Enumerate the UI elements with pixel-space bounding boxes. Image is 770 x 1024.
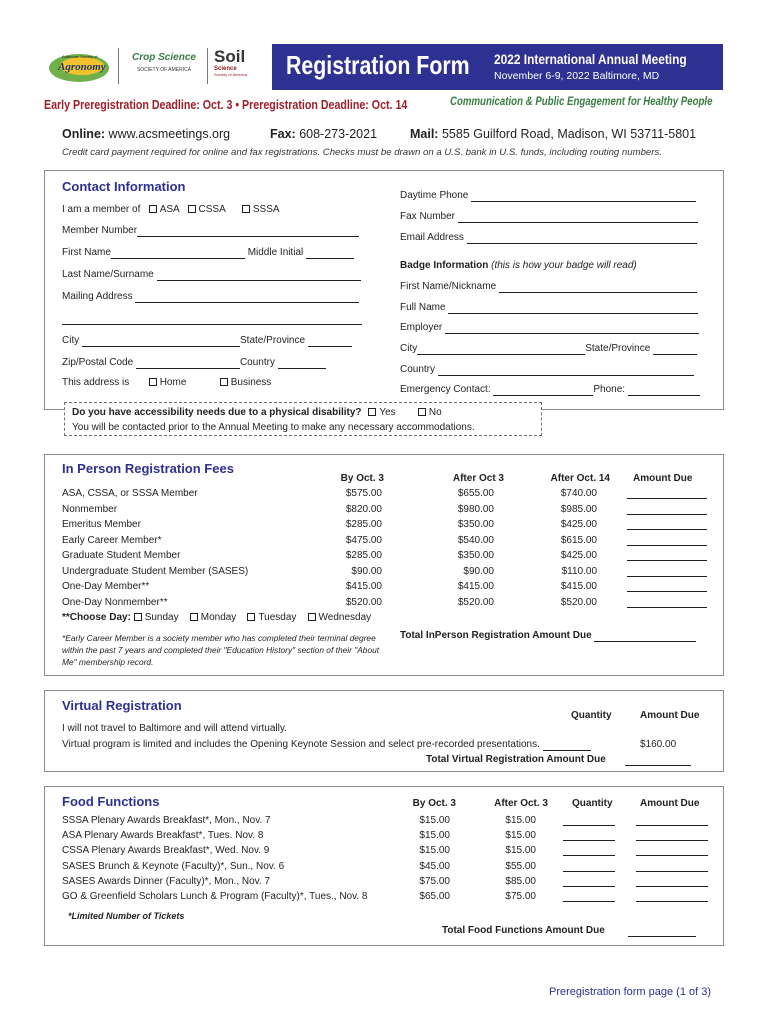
business-checkbox[interactable] bbox=[220, 378, 228, 386]
food-header-by-oct3: By Oct. 3 bbox=[412, 798, 456, 809]
food-after-oct3: $15.00 bbox=[505, 830, 536, 842]
tuesday-label: Tuesday bbox=[258, 612, 297, 623]
inperson-title: In Person Registration Fees bbox=[62, 461, 234, 476]
online-link[interactable]: www.acsmeetings.org bbox=[108, 127, 231, 141]
virtual-total-field[interactable] bbox=[625, 755, 691, 766]
fee-row-label: Early Career Member* bbox=[62, 534, 162, 546]
inperson-header-amount: Amount Due bbox=[633, 473, 693, 484]
fax-info bbox=[270, 127, 377, 141]
virtual-quantity-header: Quantity bbox=[571, 710, 612, 721]
virtual-line2-row bbox=[62, 739, 591, 751]
fee-row-label: One-Day Nonmember** bbox=[62, 596, 168, 608]
email-row bbox=[400, 232, 697, 244]
food-by-oct3: $15.00 bbox=[419, 815, 450, 826]
fee-after-oct14: $520.00 bbox=[560, 596, 597, 608]
online-label: Online: bbox=[62, 127, 106, 141]
food-quantity-field[interactable] bbox=[563, 830, 615, 841]
zip-field[interactable] bbox=[136, 358, 240, 369]
member-number-label: Member Number bbox=[62, 225, 138, 236]
fee-after-oct14: $415.00 bbox=[560, 581, 597, 592]
food-row-label: CSSA Plenary Awards Breakfast*, Wed. Nov. 9 bbox=[62, 845, 270, 857]
agronomy-logo bbox=[44, 48, 114, 88]
food-total-label: Total Food Functions Amount Due bbox=[442, 925, 605, 936]
choose-day-row bbox=[62, 612, 371, 623]
food-amount-due-field[interactable] bbox=[636, 815, 708, 826]
city-label: City bbox=[62, 335, 80, 346]
food-quantity-field[interactable] bbox=[563, 891, 615, 902]
sssa-checkbox[interactable] bbox=[242, 205, 250, 213]
food-after-oct3: $15.00 bbox=[505, 815, 536, 826]
food-quantity-field[interactable] bbox=[563, 876, 615, 887]
badge-city-field[interactable] bbox=[417, 344, 585, 355]
inperson-total-field[interactable] bbox=[594, 631, 696, 642]
contact-title: Contact Information bbox=[62, 179, 186, 194]
badge-city-label: City bbox=[400, 343, 418, 354]
fee-after-oct3: $90.00 bbox=[463, 565, 494, 577]
fee-after-oct14: $425.00 bbox=[560, 550, 597, 561]
fee-row-label: Nonmember bbox=[62, 503, 118, 515]
accessibility-question-text: Do you have accessibility needs due to a physical disability? bbox=[72, 407, 362, 418]
food-after-oct3: $55.00 bbox=[505, 860, 536, 872]
page-footer: Preregistration form page (1 of 3) bbox=[549, 986, 712, 998]
food-total-field[interactable] bbox=[628, 926, 696, 937]
fax-number-label: Fax Number bbox=[400, 211, 456, 222]
badge-info-header bbox=[400, 260, 637, 271]
fee-amount-due-field[interactable] bbox=[627, 488, 707, 499]
badge-country-row bbox=[400, 364, 694, 376]
food-amount-due-field[interactable] bbox=[636, 861, 708, 872]
choose-day-label: **Choose Day: bbox=[62, 612, 131, 623]
theme-text: Communication & Public Engagement for Healthy People bbox=[450, 96, 713, 108]
crop-science-logo-sub: SOCIETY OF AMERICA bbox=[136, 67, 192, 73]
food-amount-due-field[interactable] bbox=[636, 876, 708, 887]
food-after-oct3: $85.00 bbox=[505, 875, 536, 887]
wednesday-label: Wednesday bbox=[318, 612, 372, 623]
food-after-oct3: $15.00 bbox=[505, 845, 536, 857]
emergency-phone-label: Phone: bbox=[593, 384, 626, 395]
accessibility-no-checkbox[interactable] bbox=[418, 408, 426, 416]
food-header-amount: Amount Due bbox=[640, 798, 700, 809]
crop-science-logo-text: Crop Science bbox=[132, 52, 196, 63]
asa-label: ASA bbox=[159, 204, 180, 215]
first-name-label: First Name bbox=[62, 247, 111, 258]
daytime-phone-label: Daytime Phone bbox=[400, 190, 469, 201]
badge-country-label: Country bbox=[400, 364, 436, 375]
food-amount-due-field[interactable] bbox=[636, 845, 708, 856]
food-by-oct3: $75.00 bbox=[419, 875, 450, 887]
asa-checkbox[interactable] bbox=[149, 205, 157, 213]
badge-first-row bbox=[400, 281, 697, 293]
full-name-row bbox=[400, 302, 698, 314]
fee-amount-due-field[interactable] bbox=[627, 504, 707, 515]
emergency-row bbox=[400, 384, 700, 396]
fee-after-oct3: $350.00 bbox=[457, 519, 494, 530]
agronomy-logo-small: American Society of bbox=[62, 54, 98, 59]
member-number-field[interactable] bbox=[137, 226, 359, 237]
fee-amount-due-field[interactable] bbox=[627, 519, 707, 530]
fee-row-label: Graduate Student Member bbox=[62, 550, 181, 561]
home-label: Home bbox=[159, 377, 187, 388]
mail-info bbox=[410, 127, 696, 141]
virtual-amount-header: Amount Due bbox=[640, 710, 700, 721]
inperson-total-label: Total InPerson Registration Amount Due bbox=[400, 630, 592, 641]
deadline-text: Early Preregistration Deadline: Oct. 3 • Preregistration Deadline: Oct. 14 bbox=[44, 97, 408, 112]
tuesday-checkbox[interactable] bbox=[247, 613, 255, 621]
sssa-label: SSSA bbox=[252, 204, 280, 215]
badge-info-note: (this is how your badge will read) bbox=[491, 260, 637, 271]
fee-row-label: Emeritus Member bbox=[62, 519, 141, 530]
member-of-row bbox=[62, 204, 280, 215]
fee-after-oct3: $655.00 bbox=[457, 488, 494, 499]
inperson-header-after-oct14: After Oct. 14 bbox=[550, 473, 610, 484]
accessibility-no-label: No bbox=[428, 407, 442, 418]
fee-row-label: Undergraduate Student Member (SASES) bbox=[62, 565, 249, 577]
emergency-field[interactable] bbox=[493, 385, 593, 396]
daytime-phone-field[interactable] bbox=[471, 191, 696, 202]
fee-amount-due-field[interactable] bbox=[627, 535, 707, 546]
fax-number-row bbox=[400, 211, 698, 223]
city-field[interactable] bbox=[82, 336, 240, 347]
member-number-row bbox=[62, 225, 359, 237]
fee-by-oct3: $475.00 bbox=[345, 534, 382, 546]
monday-label: Monday bbox=[200, 612, 237, 623]
soil-logo-text: Soil bbox=[214, 47, 246, 66]
badge-country-field[interactable] bbox=[438, 365, 694, 376]
inperson-header-by-oct3: By Oct. 3 bbox=[340, 473, 384, 484]
name-row bbox=[62, 247, 354, 259]
accessibility-note: You will be contacted prior to the Annual Meeting to make any necessary accommodations. bbox=[72, 422, 475, 433]
badge-city-row bbox=[400, 343, 697, 355]
email-label: Email Address bbox=[400, 232, 464, 243]
food-title: Food Functions bbox=[62, 794, 160, 809]
soil-logo-text-2: Science bbox=[214, 66, 237, 72]
title-banner bbox=[272, 44, 723, 90]
middle-initial-label: Middle Initial bbox=[247, 247, 304, 258]
fee-after-oct14: $985.00 bbox=[560, 503, 597, 515]
fee-by-oct3: $575.00 bbox=[345, 488, 382, 499]
fee-after-oct3: $415.00 bbox=[457, 581, 494, 592]
early-career-note: *Early Career Member is a society member who has completed their terminal degree within the past 7 years and completed their "Education History" section of their "About Me" membership record. bbox=[62, 633, 380, 667]
fee-after-oct14: $740.00 bbox=[560, 488, 597, 499]
virtual-total-label: Total Virtual Registration Amount Due bbox=[426, 754, 606, 765]
food-after-oct3: $75.00 bbox=[505, 891, 536, 902]
state-label: State/Province bbox=[240, 335, 306, 346]
crop-science-logo bbox=[124, 52, 204, 82]
virtual-title: Virtual Registration bbox=[62, 698, 182, 713]
fee-after-oct14: $110.00 bbox=[561, 565, 597, 577]
fee-after-oct3: $980.00 bbox=[457, 503, 494, 515]
payment-note: Credit card payment required for online and fax registrations. Checks must be drawn on a U.S. bank in U.S. funds, including routing numbers. bbox=[62, 147, 662, 158]
meeting-name: 2022 International Annual Meeting bbox=[494, 51, 687, 67]
food-row-label: ASA Plenary Awards Breakfast*, Tues. Nov. 8 bbox=[62, 830, 264, 842]
fee-after-oct3: $350.00 bbox=[457, 550, 494, 561]
city-row bbox=[62, 335, 352, 347]
fee-amount-due-field[interactable] bbox=[627, 581, 707, 592]
agronomy-logo-text: Agronomy bbox=[58, 61, 106, 73]
fee-by-oct3: $820.00 bbox=[345, 503, 382, 515]
cssa-label: CSSA bbox=[198, 204, 226, 215]
virtual-total-row bbox=[426, 754, 691, 766]
inperson-header-after-oct3: After Oct 3 bbox=[452, 473, 504, 484]
fee-amount-due-field[interactable] bbox=[627, 566, 707, 577]
fee-after-oct3: $540.00 bbox=[457, 534, 494, 546]
accessibility-question bbox=[72, 407, 442, 418]
address-type-row bbox=[62, 377, 271, 388]
emergency-phone-field[interactable] bbox=[628, 385, 700, 396]
fee-after-oct14: $425.00 bbox=[560, 519, 597, 530]
member-of-label: I am a member of bbox=[62, 204, 141, 215]
food-row-label: SASES Brunch & Keynote (Faculty)*, Sun., Nov. 6 bbox=[62, 860, 285, 872]
food-row-label: SASES Awards Dinner (Faculty)*, Mon., Nov. 7 bbox=[62, 875, 271, 887]
virtual-line1: I will not travel to Baltimore and will attend virtually. bbox=[62, 723, 287, 734]
food-total-row bbox=[442, 925, 696, 937]
last-name-label: Last Name/Surname bbox=[62, 269, 154, 280]
food-by-oct3: $15.00 bbox=[419, 845, 450, 857]
full-name-label: Full Name bbox=[400, 302, 446, 313]
mailing-address-row bbox=[62, 291, 359, 303]
online-info bbox=[62, 127, 230, 141]
fee-by-oct3: $90.00 bbox=[351, 565, 382, 577]
badge-state-label: State/Province bbox=[585, 343, 651, 354]
fax-label: Fax: bbox=[270, 127, 296, 141]
food-by-oct3: $65.00 bbox=[419, 891, 450, 902]
badge-first-label: First Name/Nickname bbox=[400, 281, 497, 292]
fax-value: 608-273-2021 bbox=[299, 127, 378, 141]
food-by-oct3: $15.00 bbox=[419, 830, 450, 842]
business-label: Business bbox=[230, 377, 272, 388]
limited-tickets-note: *Limited Number of Tickets bbox=[68, 911, 185, 921]
monday-checkbox[interactable] bbox=[190, 613, 198, 621]
fee-amount-due-field[interactable] bbox=[627, 550, 707, 561]
emergency-label: Emergency Contact: bbox=[400, 384, 491, 395]
mailing-address-line2 bbox=[62, 313, 362, 325]
food-row-label: SSSA Plenary Awards Breakfast*, Mon., Nov. 7 bbox=[62, 815, 271, 826]
wednesday-checkbox[interactable] bbox=[308, 613, 316, 621]
sunday-label: Sunday bbox=[144, 612, 179, 623]
country-label: Country bbox=[239, 357, 275, 368]
page-title: Registration Form bbox=[286, 50, 470, 80]
sunday-checkbox[interactable] bbox=[134, 613, 142, 621]
fee-row-label: ASA, CSSA, or SSSA Member bbox=[62, 488, 198, 499]
middle-initial-field[interactable] bbox=[306, 248, 354, 259]
employer-row bbox=[400, 322, 699, 334]
accessibility-yes-checkbox[interactable] bbox=[368, 408, 376, 416]
zip-label: Zip/Postal Code bbox=[62, 357, 134, 368]
badge-state-field[interactable] bbox=[653, 344, 697, 355]
inperson-total-row bbox=[400, 630, 696, 642]
fee-after-oct3: $520.00 bbox=[457, 596, 494, 608]
food-amount-due-field[interactable] bbox=[636, 891, 708, 902]
food-row-label: GO & Greenfield Scholars Lunch & Program (Faculty)*, Tues., Nov. 8 bbox=[62, 891, 368, 902]
fee-by-oct3: $520.00 bbox=[345, 596, 382, 608]
food-header-after-oct3: After Oct. 3 bbox=[494, 798, 548, 809]
employer-label: Employer bbox=[400, 322, 443, 333]
home-checkbox[interactable] bbox=[149, 378, 157, 386]
virtual-quantity-field[interactable] bbox=[543, 740, 591, 751]
mailing-address-field-2[interactable] bbox=[62, 314, 362, 325]
cssa-checkbox[interactable] bbox=[188, 205, 196, 213]
virtual-price: $160.00 bbox=[640, 739, 677, 750]
daytime-phone-row bbox=[400, 190, 696, 202]
accessibility-yes-label: Yes bbox=[379, 407, 396, 418]
food-quantity-field[interactable] bbox=[563, 845, 615, 856]
soil-logo-text-3: Society of America bbox=[214, 72, 248, 77]
address-type-label: This address is bbox=[62, 377, 130, 388]
fee-amount-due-field[interactable] bbox=[627, 597, 707, 608]
last-name-field[interactable] bbox=[157, 270, 361, 281]
full-name-field[interactable] bbox=[448, 303, 698, 314]
fee-by-oct3: $415.00 bbox=[345, 581, 382, 592]
food-quantity-field[interactable] bbox=[563, 861, 615, 872]
food-by-oct3: $45.00 bbox=[419, 860, 450, 872]
food-header-quantity: Quantity bbox=[572, 798, 613, 809]
badge-info-title: Badge Information bbox=[400, 260, 489, 271]
mailing-address-field[interactable] bbox=[135, 292, 359, 303]
state-field[interactable] bbox=[308, 336, 352, 347]
email-field[interactable] bbox=[467, 233, 697, 244]
last-name-row bbox=[62, 269, 361, 281]
mail-value: 5585 Guilford Road, Madison, WI 53711-5801 bbox=[441, 127, 697, 141]
meeting-dates: November 6-9, 2022 Baltimore, MD bbox=[494, 70, 660, 82]
first-name-field[interactable] bbox=[111, 248, 245, 259]
country-field[interactable] bbox=[278, 358, 326, 369]
fee-by-oct3: $285.00 bbox=[345, 550, 382, 561]
food-amount-due-field[interactable] bbox=[636, 830, 708, 841]
employer-field[interactable] bbox=[445, 323, 699, 334]
virtual-line2: Virtual program is limited and includes the Opening Keynote Session and select pre-recorded presentations. bbox=[62, 739, 540, 750]
fee-row-label: One-Day Member** bbox=[62, 581, 150, 592]
fax-number-field[interactable] bbox=[458, 212, 698, 223]
food-quantity-field[interactable] bbox=[563, 815, 615, 826]
fee-by-oct3: $285.00 bbox=[345, 519, 382, 530]
badge-first-field[interactable] bbox=[499, 282, 697, 293]
mail-label: Mail: bbox=[410, 127, 439, 141]
mailing-address-label: Mailing Address bbox=[62, 291, 133, 302]
zip-row bbox=[62, 357, 326, 369]
fee-after-oct14: $615.00 bbox=[560, 534, 597, 546]
soil-science-logo bbox=[214, 48, 258, 86]
